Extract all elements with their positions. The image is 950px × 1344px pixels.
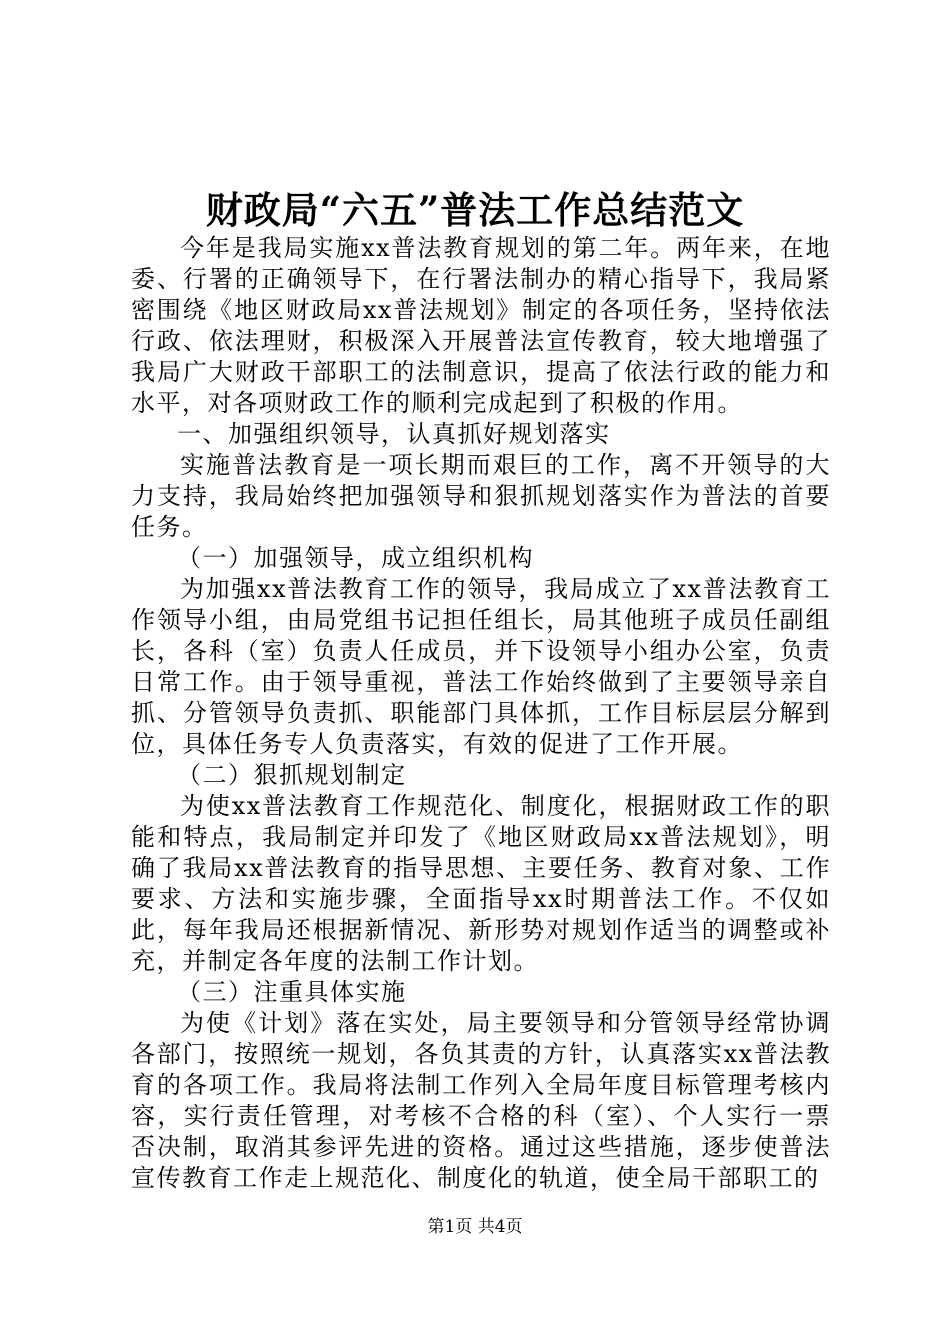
- subsection-heading: （三）注重具体实施: [177, 978, 407, 1006]
- body-paragraph: 今年是我局实施xx普法教育规划的第二年。两年来，在地委、行署的正确领导下，在行署法制办的精心指导下，我局紧密围绕《地区财政局xx普法规划》制定的各项任务，坚持依法行政、依法理财，积极深入开展普法宣传教育，较大地增强了我局广大财政干部职工的法制意识，提高了依法行政的能力和水平，对各项财政工作的顺利完成起到了积极的作用。: [131, 234, 831, 417]
- subsection-heading: （二）狠抓规划制定: [177, 761, 407, 789]
- body-paragraph: 实施普法教育是一项长期而艰巨的工作，离不开领导的大力支持，我局始终把加强领导和狠抓规划落实作为普法的首要任务。: [131, 451, 831, 541]
- section-heading: 一、加强组织领导，认真抓好规划落实: [177, 420, 611, 448]
- document-body: [131, 233, 831, 1194]
- body-paragraph: 为加强xx普法教育工作的领导，我局成立了xx普法教育工作领导小组，由局党组书记担任组长，局其他班子成员任副组长，各科（室）负责人任成员，并下设领导小组办公室，负责日常工作。由于领导重视，普法工作始终做到了主要领导亲自抓、分管领导负责抓、职能部门具体抓，工作目标层层分解到位，具体任务专人负责落实，有效的促进了工作开展。: [131, 575, 831, 758]
- subsection-heading: （一）加强领导，成立组织机构: [177, 544, 534, 572]
- body-paragraph: 为使xx普法教育工作规范化、制度化，根据财政工作的职能和特点，我局制定并印发了《地区财政局xx普法规划》，明确了我局xx普法教育的指导思想、主要任务、教育对象、工作要求、方法和实施步骤，全面指导xx时期普法工作。不仅如此，每年我局还根据新情况、新形势对规划作适当的调整或补充，并制定各年度的法制工作计划。: [131, 792, 831, 975]
- document-title: 财政局“六五”普法工作总结范文: [205, 188, 745, 232]
- page-number: 第1页 共4页: [427, 1217, 523, 1237]
- body-paragraph: 为使《计划》落在实处，局主要领导和分管领导经常协调各部门，按照统一规划，各负其责的方针，认真落实xx普法教育的各项工作。我局将法制工作列入全局年度目标管理考核内容，实行责任管理，对考核不合格的科（室）、个人实行一票否决制，取消其参评先进的资格。通过这些措施，逐步使普法宣传教育工作走上规范化、制度化的轨道，使全局干部职工的: [131, 1009, 831, 1192]
